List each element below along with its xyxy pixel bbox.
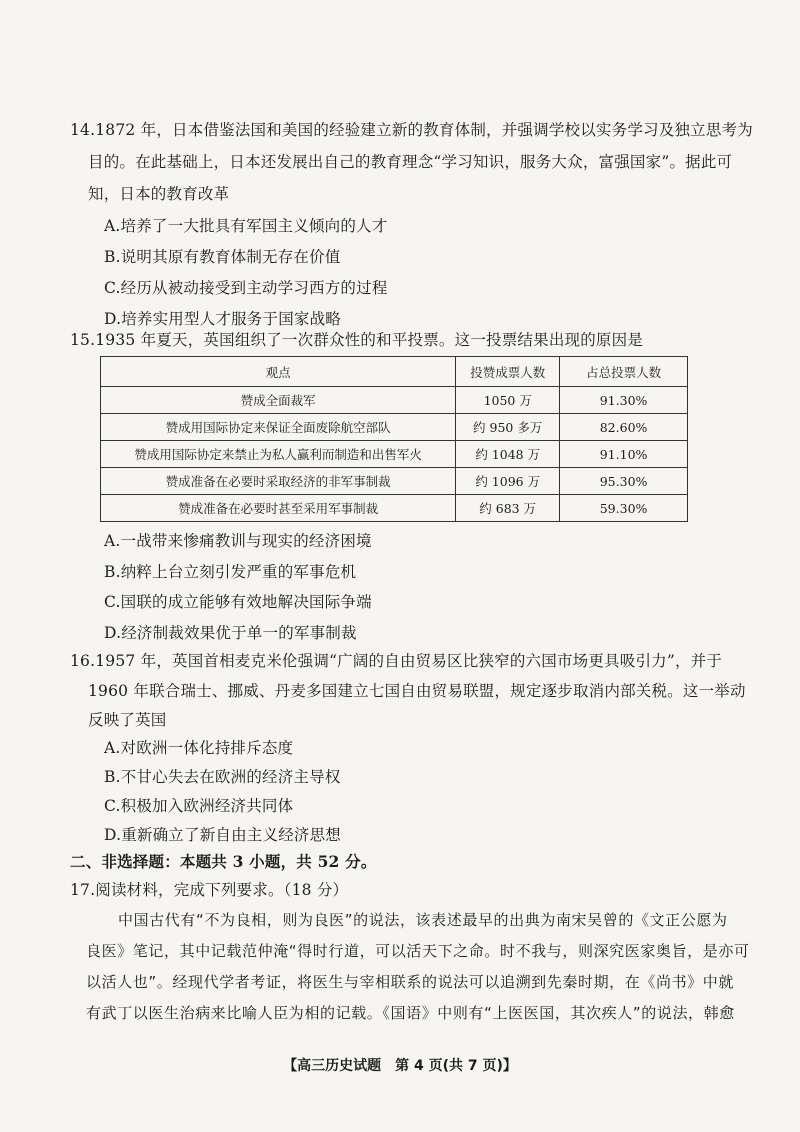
header-viewpoint: 观点: [101, 357, 456, 387]
q17-material-line-3: 以活人也”。经现代学者考证，将医生与宰相联系的说法可以追溯到先秦时期，在《尚书》中就: [86, 973, 734, 991]
cell-share: 59.30%: [560, 495, 688, 522]
cell-viewpoint: 赞成用国际协定来保证全面废除航空部队: [101, 414, 456, 441]
q15-option-d: D.经济制裁效果优于单一的军事制裁: [104, 624, 357, 642]
header-share: 占总投票人数: [560, 357, 688, 387]
q16-stem-line-2: 1960 年联合瑞士、挪威、丹麦多国建立七国自由贸易联盟，规定逐步取消内部关税。这一举动: [88, 682, 746, 700]
cell-share: 91.30%: [560, 387, 688, 414]
q14-stem-line-2: 目的。在此基础上，日本还发展出自己的教育理念“学习知识，服务大众，富强国家”。据此可: [88, 153, 733, 171]
q14-option-c: C.经历从被动接受到主动学习西方的过程: [104, 279, 388, 297]
q16-stem-line-1: 16.1957 年，英国首相麦克米伦强调“广阔的自由贸易区比狭窄的六国市场更具吸引力”，并于: [70, 652, 723, 670]
table-row: [101, 468, 688, 495]
cell-votes: 1050 万: [456, 387, 560, 414]
q17-material-line-1: 中国古代有“不为良相，则为良医”的说法，该表述最早的出典为南宋吴曾的《文正公愿为: [118, 911, 728, 929]
table-row: [101, 495, 688, 522]
cell-viewpoint: 赞成准备在必要时采取经济的非军事制裁: [101, 468, 456, 495]
cell-viewpoint: 赞成全面裁军: [101, 387, 456, 414]
cell-votes: 约 683 万: [456, 495, 560, 522]
poll-results-table: [100, 356, 688, 522]
section-2-heading: 二、非选择题：本题共 3 小题，共 52 分。: [70, 852, 377, 871]
q17-material-line-2: 良医》笔记，其中记载范仲淹“得时行道，可以活天下之命。时不我与，则深究医家奥旨，是亦可: [86, 942, 750, 960]
q14-stem-line-3: 知，日本的教育改革: [88, 185, 230, 203]
q16-option-b: B.不甘心失去在欧洲的经济主导权: [104, 768, 341, 786]
table-row: [101, 414, 688, 441]
q16-option-a: A.对欧洲一体化持排斥态度: [104, 739, 294, 757]
q15-option-c: C.国联的成立能够有效地解决国际争端: [104, 593, 372, 611]
q14-option-b: B.说明其原有教育体制无存在价值: [104, 248, 341, 266]
q15-option-b: B.纳粹上台立刻引发严重的军事危机: [104, 563, 357, 581]
page-footer: 【高三历史试题 第 4 页(共 7 页)】: [283, 1058, 517, 1074]
table-row: [101, 441, 688, 468]
q17-material-line-4: 有武丁以医生治病来比喻人臣为相的记载。《国语》中则有“上医医国，其次疾人”的说法，韩愈: [86, 1004, 735, 1022]
q15-stem: 15.1935 年夏天，英国组织了一次群众性的和平投票。这一投票结果出现的原因是: [70, 331, 644, 349]
header-votes: 投赞成票人数: [456, 357, 560, 387]
q14-option-a: A.培养了一大批具有军国主义倾向的人才: [104, 217, 388, 235]
q16-option-d: D.重新确立了新自由主义经济思想: [104, 826, 342, 844]
cell-votes: 约 1048 万: [456, 441, 560, 468]
q14-option-d: D.培养实用型人才服务于国家战略: [104, 310, 342, 328]
cell-votes: 约 1096 万: [456, 468, 560, 495]
cell-viewpoint: 赞成准备在必要时甚至采用军事制裁: [101, 495, 456, 522]
cell-share: 91.10%: [560, 441, 688, 468]
q17-stem: 17.阅读材料，完成下列要求。（18 分）: [70, 881, 349, 899]
cell-votes: 约 950 多万: [456, 414, 560, 441]
q16-option-c: C.积极加入欧洲经济共同体: [104, 797, 294, 815]
table-row: [101, 387, 688, 414]
cell-viewpoint: 赞成用国际协定来禁止为私人赢利而制造和出售军火: [101, 441, 456, 468]
cell-share: 82.60%: [560, 414, 688, 441]
table-header-row: [101, 357, 688, 387]
q14-stem-line-1: 14.1872 年，日本借鉴法国和美国的经验建立新的教育体制，并强调学校以实务学习及独立思考为: [70, 121, 753, 139]
q16-stem-line-3: 反映了英国: [88, 711, 167, 729]
cell-share: 95.30%: [560, 468, 688, 495]
q15-option-a: A.一战带来惨痛教训与现实的经济困境: [104, 532, 372, 550]
